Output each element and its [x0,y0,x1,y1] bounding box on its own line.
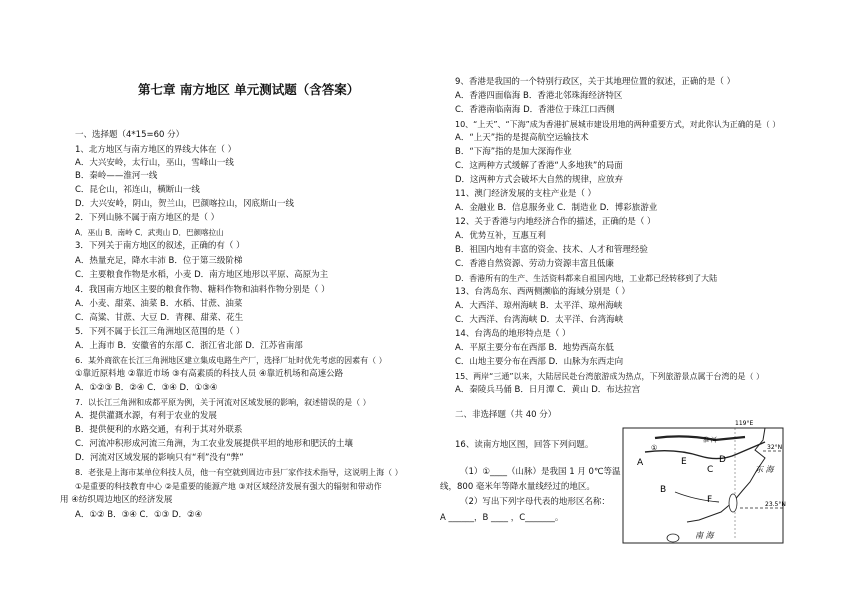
map-mark-b: B [660,485,667,495]
option-line: A．提供灌溉水源，有利于农业的发展 [75,411,217,421]
option-line: C．这两种方式缓解了香港“人多地狭”的局面 [455,161,623,171]
option-line: A．金融业 B．信息服务业 C．制造业 D．博彩旅游业 [455,203,658,213]
section-heading-nonchoice: 二、非选择题（共 40 分） [455,410,557,420]
hainan-island [667,534,679,542]
section-heading-choice: 一、选择题（4*15=60 分） [75,130,185,140]
question-line: 3．下列关于南方地区的叙述，正确的有（ ） [75,241,245,251]
question-line: 4．我国南方地区主要的粮食作物、糖料作物和油料作物分别是（ ） [75,285,330,295]
map-mark-1: ① [651,444,658,452]
option-line: D．河流对区域发展的影响只有“利”没有“弊” [75,453,244,463]
option-line: A．大兴安岭，太行山，巫山，雪峰山一线 [75,158,234,168]
option-line: B．秦岭——淮河一线 [75,171,158,181]
river-label: 淮 河 [703,437,717,444]
map-mark-c: C [707,465,714,475]
question-line: 6．某外商欲在长江三角洲地区建立集成电路生产厂，选择厂址时优先考虑的因素有（ ） [75,356,387,365]
option-line: D．这两种方式会破坏大自然的规律，应放弃 [455,175,624,185]
option-line: C．香港南临南海 D．香港位于珠江口西侧 [455,105,615,115]
lat-label-32: 32°N [767,444,783,451]
option-line: C．山地主要分布在西部 D．山脉为东西走向 [455,357,624,367]
option-line: D．大兴安岭，阴山，贺兰山，巴颜喀拉山，冈底斯山一线 [75,199,295,209]
option-line: B．祖国内地有丰富的资金、技术、人才和管理经验 [455,245,648,255]
option-line: B．“下海”指的是加大深海作业 [455,147,572,157]
map-mark-d: D [719,455,726,465]
question-line: 13、台湾岛东、西两侧濒临的海域分别是（ ） [455,287,631,297]
map-mark-f: F [707,495,713,505]
option-line: ①靠近原料地 ②靠近市场 ③有高素质的科技人员 ④靠近机场和高速公路 [75,369,344,379]
lon-label: 119°E [735,420,754,427]
sea-label-south: 南 海 [695,531,714,540]
question-line: 8．老张是上海市某单位科技人员，他一有空就到周边市县厂家作技术指导，这说明上海（ ） [75,468,403,477]
option-line: A．巫山 B．南岭 C．武夷山 D．巴颜喀拉山 [75,228,224,237]
map-mark-e: E [681,457,687,467]
sea-label-east: 东 海 [755,465,774,474]
question-line: 7．以长江三角洲和成都平原为例，关于河流对区域发展的影响，叙述错误的是（ ） [75,398,371,407]
option-line: A．大西洋、琼州海峡 B．太平洋、琼州海峡 [455,301,623,311]
option-line: C．主要粮食作物是水稻，小麦 D．南方地区地形以平原、高原为主 [75,270,329,280]
question-line: 1、北方地区与南方地区的界线大体在（ ） [75,145,237,155]
question-line: 15、两岸“三通”以来，大陆居民赴台湾旅游成为热点，下列旅游景点属于台湾的是（ ） [455,372,765,381]
option-line: A．小麦、甜菜、油菜 B．水稻、甘蔗、油菜 [75,299,243,309]
option-line: A．①② B．③④ C．①③ D．②④ [75,510,203,520]
question-line: 5．下列不属于长江三角洲地区范围的是（ ） [75,327,245,337]
question-line: （1）①____（山脉）是我国 1 月 0℃等温 [460,467,621,477]
option-line: B．提供便利的水路交通，有利于其对外联系 [75,425,243,435]
question-line: （2）写出下列字母代表的地形区名称： [460,497,610,507]
option-line: C．昆仑山，祁连山，横断山一线 [75,185,200,195]
option-line: A．香港四面临海 B．香港北邻珠海经济特区 [455,91,623,101]
map-mark-a: A [637,458,644,468]
option-line: A．“上天”指的是提高航空运输技术 [455,133,589,143]
answer-blank-line: A ______，B ____ ，C_______。 [440,513,564,523]
south-region-map [615,420,790,548]
option-line: C．大西洋、台湾海峡 D．太平洋、台湾海峡 [455,315,624,325]
taiwan-island [729,494,737,512]
option-line: ①是重要的科技教育中心 ②是重要的能源产地 ③对区域经济发展有强大的辐射和带动作 [75,482,382,491]
option-line: 用 ④纺织周边地区的经济发展 [60,495,173,505]
question-line: 线，800 毫米年等降水量线经过的地区。 [440,482,595,492]
option-line: A．优势互补，互惠互利 [455,231,546,241]
option-line: C．香港自然资源、劳动力资源丰富且低廉 [455,259,614,269]
option-line: C．高粱、甘蔗、大豆 D．青稞、甜菜、花生 [75,313,244,323]
question-line: 9、香港是我国的一个特别行政区，关于其地理位置的叙述，正确的是（ ） [455,77,736,87]
question-line: 14、台湾岛的地形特点是（ ） [455,329,571,339]
question-line: 10、“上天”、“下海”成为香港扩展城市建设用地的两种重要方式，对此你认为正确的是（ ） [455,120,781,129]
question-line: 16、读南方地区图，回答下列问题。 [455,440,594,450]
option-line: A．①②③ B．②④ C．③④ D．①③④ [75,383,218,393]
question-line: 11、澳门经济发展的支柱产业是（ ） [455,189,597,199]
option-line: D．香港所有的生产、生活资料都来自祖国内地，工业都已经转移到了大陆 [455,274,718,283]
question-line: 2．下列山脉不属于南方地区的是（ ） [75,213,220,223]
lat-label-tropic: 23.5°N [765,501,786,508]
option-line: A．上海市 B．安徽省的东部 C．浙江省北部 D．江苏省南部 [75,341,303,351]
option-line: A．平原主要分布在西部 B．地势西高东低 [455,343,614,353]
option-line: A．热量充足，降水丰沛 B．位于第三级阶梯 [75,256,243,266]
page-title: 第七章 南方地区 单元测试题（含答案） [138,82,360,97]
option-line: C．河流冲积形成河流三角洲，为工农业发展提供平坦的地形和肥沃的土壤 [75,439,353,449]
option-line: A．秦陵兵马俑 B．日月潭 C．黄山 D．布达拉宫 [455,385,641,395]
question-line: 12、关于香港与内地经济合作的描述，正确的是（ ） [455,217,656,227]
